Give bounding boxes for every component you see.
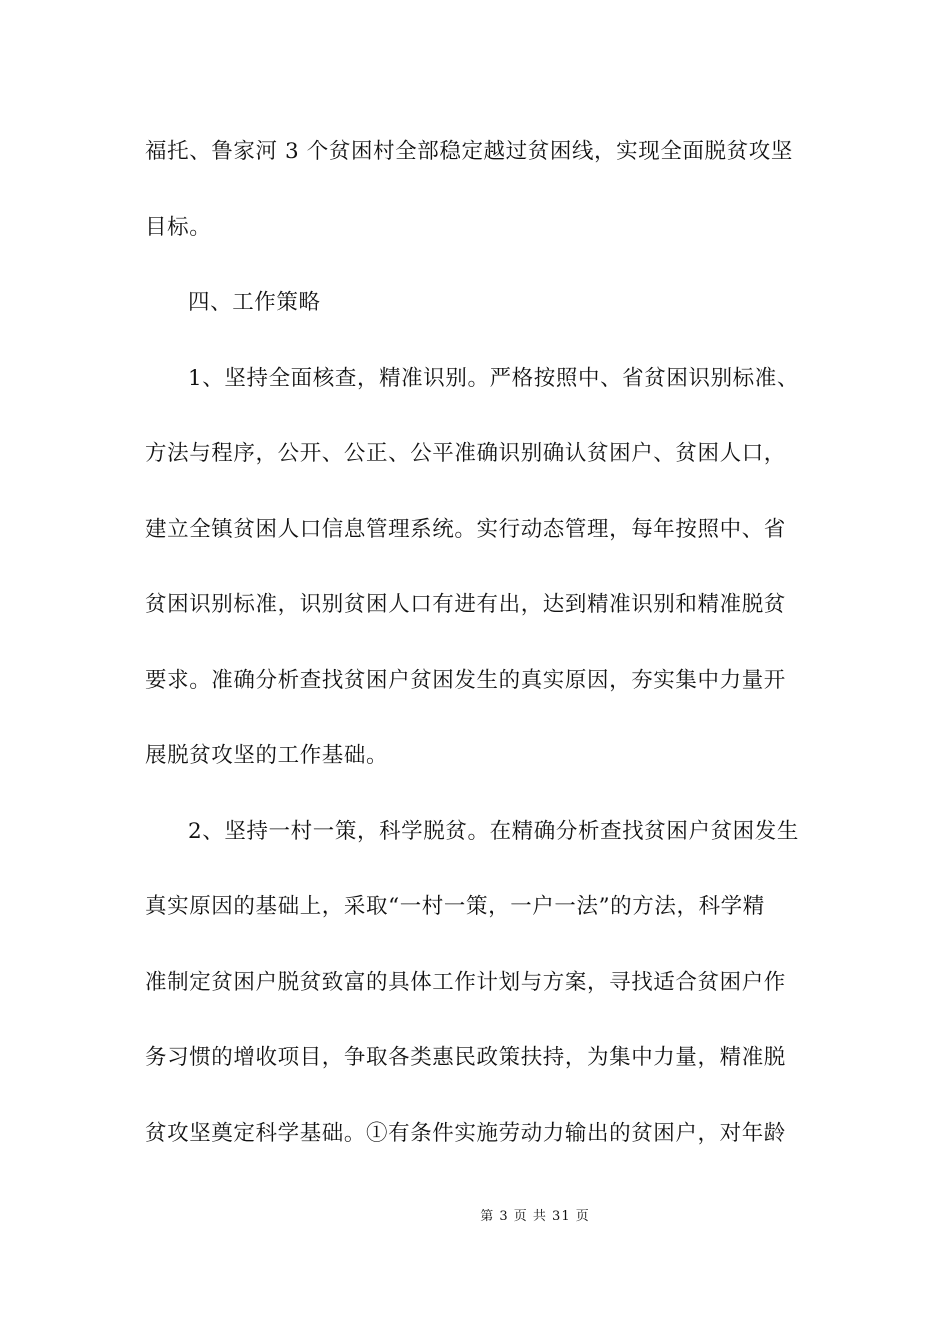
page-number-footer: 第 3 页 共 31 页: [480, 1209, 590, 1224]
body-text-line: 务习惯的增收项目，争取各类惠民政策扶持，为集中力量，精准脱: [145, 1045, 786, 1070]
body-text-line: 1、坚持全面核查，精准识别。严格按照中、省贫困识别标准、: [188, 366, 799, 391]
body-text-line: 准制定贫困户脱贫致富的具体工作计划与方案，寻找适合贫困户作: [145, 970, 786, 995]
body-text-line: 目标。: [145, 215, 212, 240]
body-text-line: 真实原因的基础上，采取“一村一策，一户一法”的方法，科学精: [145, 894, 765, 919]
section-heading: 四、工作策略: [188, 290, 321, 315]
body-text-line: 贫困识别标准，识别贫困人口有进有出，达到精准识别和精准脱贫: [145, 592, 786, 617]
body-text-line: 方法与程序，公开、公正、公平准确识别确认贫困户、贫困人口，: [145, 441, 786, 466]
body-text-line: 建立全镇贫困人口信息管理系统。实行动态管理，每年按照中、省: [145, 517, 786, 542]
body-text-line: 2、坚持一村一策，科学脱贫。在精确分析查找贫困户贫困发生: [188, 819, 799, 844]
body-text-line: 贫攻坚奠定科学基础。①有条件实施劳动力输出的贫困户，对年龄: [145, 1121, 786, 1146]
body-text-line: 福托、鲁家河 3 个贫困村全部稳定越过贫困线，实现全面脱贫攻坚: [145, 139, 793, 164]
body-text-line: 要求。准确分析查找贫困户贫困发生的真实原因，夯实集中力量开: [145, 668, 786, 693]
body-text-line: 展脱贫攻坚的工作基础。: [145, 743, 389, 768]
